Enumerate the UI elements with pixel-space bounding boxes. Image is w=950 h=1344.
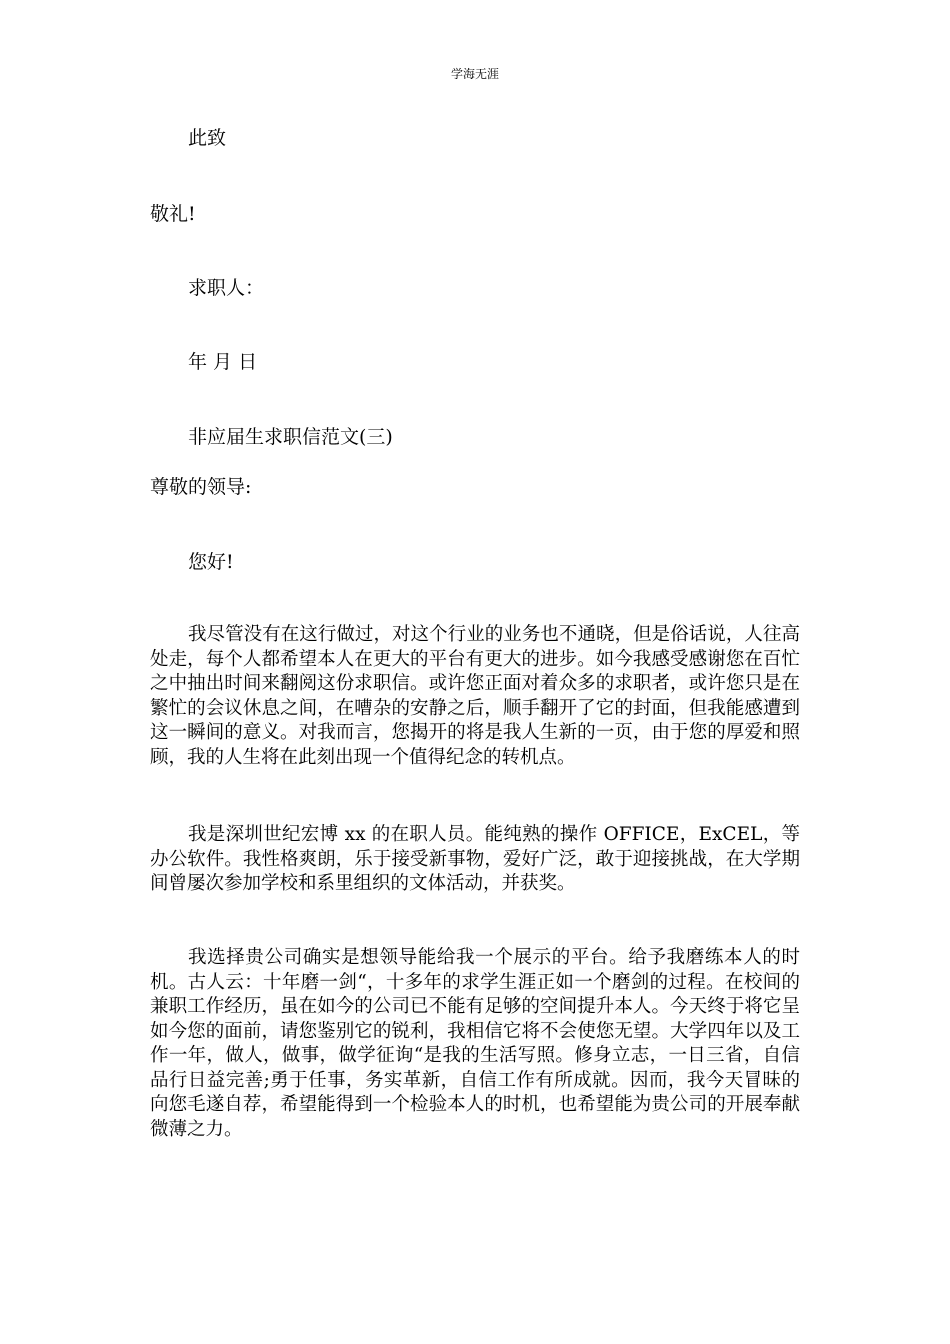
date-label: 年 月 日 <box>188 351 258 373</box>
applicant-label: 求职人： <box>188 277 265 299</box>
body-paragraph: 我尽管没有在这行做过，对这个行业的业务也不通晓，但是俗话说，人往高处走，每个人都希望本人在更大的平台有更大的进步。如今我感受感谢您在百忙之中抽出时间来翻阅这份求职信。或许您正面对着众多的求职者，或许您只是在繁忙的会议休息之间，在嘈杂的安静之后，顺手翻开了它的封面，但我能感遭到这一瞬间的意义。对我而言，您揭开的将是我人生新的一页，由于您的厚爱和照顾，我的人生将在此刻出现一个值得纪念的转机点。 <box>150 624 800 768</box>
body-paragraph: 我是深圳世纪宏博 xx 的在职人员。能纯熟的操作 OFFICE，ExCEL，等办公软件。我性格爽朗，乐于接受新事物，爱好广泛，敢于迎接挑战，在大学期间曾屡次参加学校和系里组织的文体活动，并获奖。 <box>150 824 800 894</box>
greeting-line: 尊敬的领导: <box>150 476 252 498</box>
hello-line: 您好! <box>188 551 234 573</box>
section-title: 非应届生求职信范文(三) <box>188 426 393 448</box>
body-paragraph: 我选择贵公司确实是想领导能给我一个展示的平台。给予我磨练本人的时机。古人云：十年磨一剑“，十多年的求学生涯正如一个磨剑的过程。在校间的兼职工作经历，虽在如今的公司已不能有足够的空间提升本人。今天终于将它呈如今您的面前，请您鉴别它的锐利，我相信它将不会使您无望。大学四年以及工作一年，做人，做事，做学征询“是我的生活写照。修身立志，一日三省，自信品行日益完善;勇于任事，务实革新，自信工作有所成就。因而，我今天冒昧的向您毛遂自荐，希望能得到一个检验本人的时机，也希望能为贵公司的开展奉献微薄之力。 <box>150 947 800 1140</box>
salute-line: 敬礼! <box>150 203 196 225</box>
page-header: 学海无涯 <box>450 67 499 81</box>
closing-line: 此致 <box>188 127 227 149</box>
